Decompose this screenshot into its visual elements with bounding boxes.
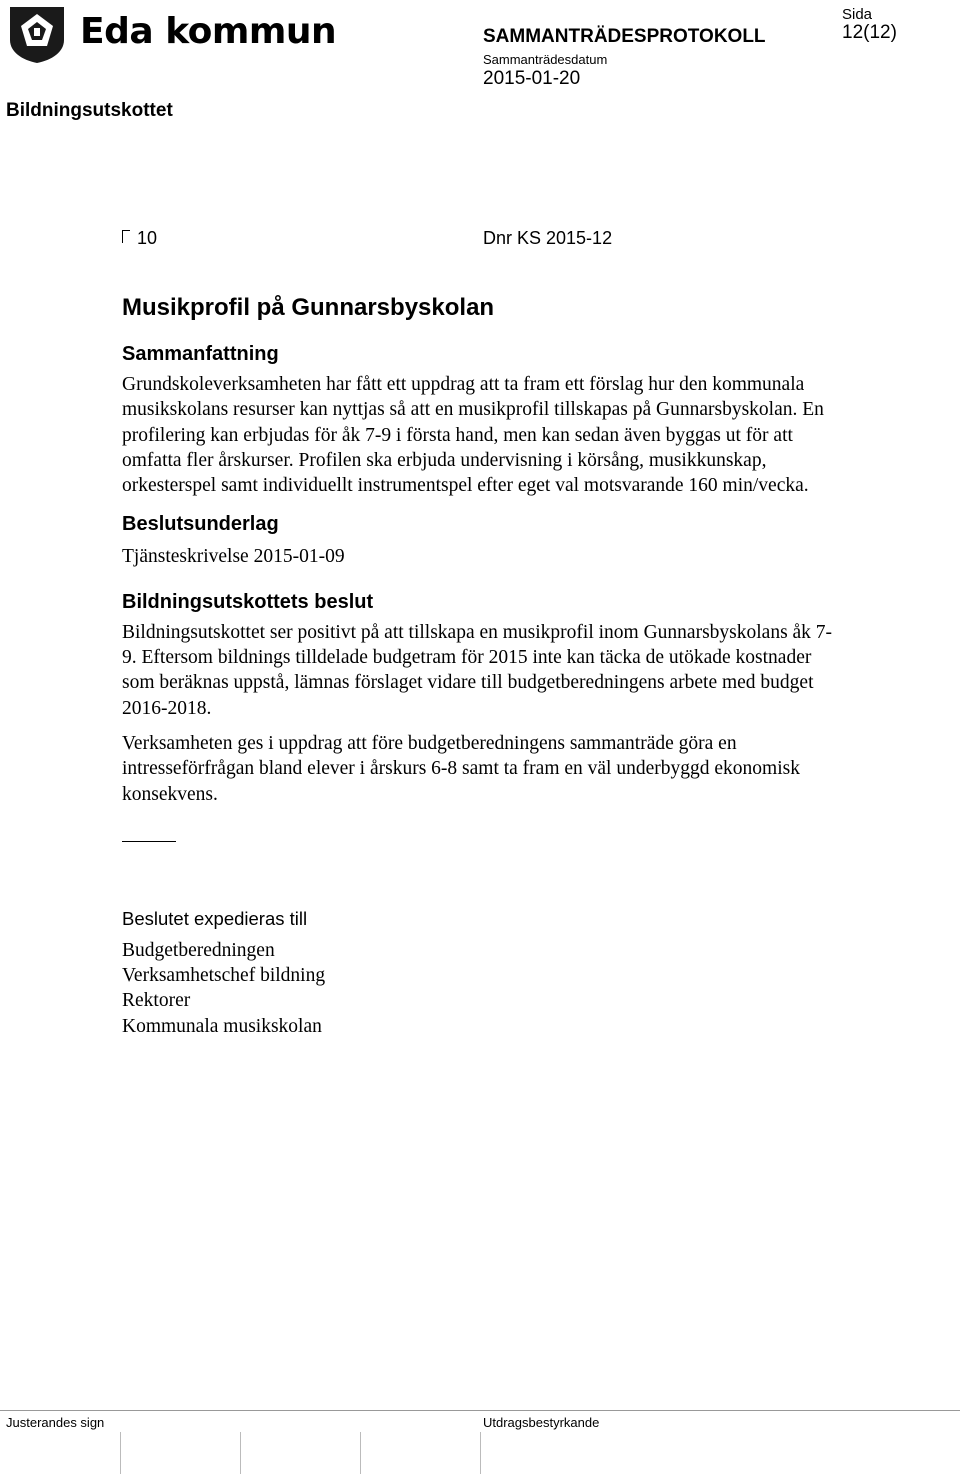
page-label: Sida [842, 6, 873, 23]
list-item: Budgetberedningen [122, 939, 275, 961]
committee-name: Bildningsutskottet [6, 100, 173, 121]
list-item: Kommunala musikskolan [122, 1015, 322, 1037]
list-item: Rektorer [122, 990, 191, 1012]
signature-box-divider [240, 1432, 241, 1474]
adjuster-sign-label: Justerandes sign [6, 1415, 105, 1430]
decision-paragraph-2: Verksamheten ges i uppdrag att före budgetberedningens sammanträde göra en intresseförfrågan bland elever i årskurs 6-8 samt ta fram en väl underbyggd ekonomisk konsekvens. [122, 732, 800, 805]
municipality-crest-icon [6, 4, 68, 64]
section-title: Musikprofil på Gunnarsbyskolan [122, 294, 495, 321]
document-type: SAMMANTRÄDESPROTOKOLL [483, 26, 766, 47]
document-body [122, 291, 842, 1039]
signature-box-divider [120, 1432, 121, 1474]
section-number: 10 [137, 228, 158, 248]
date-value: 2015-01-20 [483, 68, 581, 89]
distribution-list [122, 938, 842, 1039]
decision-heading: Bildningsutskottets beslut [122, 590, 374, 613]
signature-box-divider [480, 1432, 481, 1474]
basis-text: Tjänsteskrivelse 2015-01-09 [122, 546, 345, 568]
section-corner-mark [122, 230, 130, 243]
date-label: Sammanträdesdatum [483, 52, 608, 67]
summary-text: Grundskoleverksamheten har fått ett uppdrag att ta fram ett förslag hur den kommunala musikskolans resurser kan nyttjas så att en musikprofil tillskapas på Gunnarsbyskolan. En profilering kan erbjudas för åk 7-9 i första hand, men kan sedan även byggas ut för att omfatta fler årskurser. Profilen ska erbjuda undervisning i körsång, musikkunskap, orkesterspel samt individuellt instrumentspel efter eget val motsvarande 160 min/vecka. [122, 374, 824, 497]
list-item: Verksamhetschef bildning [122, 965, 326, 987]
extract-certification-label: Utdragsbestyrkande [483, 1415, 600, 1430]
dnr-reference: Dnr KS 2015-12 [483, 228, 613, 248]
distribution-heading: Beslutet expedieras till [122, 907, 308, 929]
summary-heading: Sammanfattning [122, 343, 279, 365]
org-name: Eda kommun [80, 11, 337, 52]
basis-heading: Beslutsunderlag [122, 513, 279, 536]
signature-box-divider [360, 1432, 361, 1474]
decision-paragraph-1: Bildningsutskottet ser positivt på att tillskapa en musikprofil inom Gunnarsbyskolans åk 7-9. Eftersom bildnings tilldelade budgetram för 2015 inte kan täcka de utökade kostnader som beräknas uppstå, lämnas förslaget vidare till budgetberedningens arbete med budget 2016-2018. [122, 621, 833, 719]
footer-divider [0, 1410, 960, 1411]
page-number: 12(12) [842, 22, 897, 43]
